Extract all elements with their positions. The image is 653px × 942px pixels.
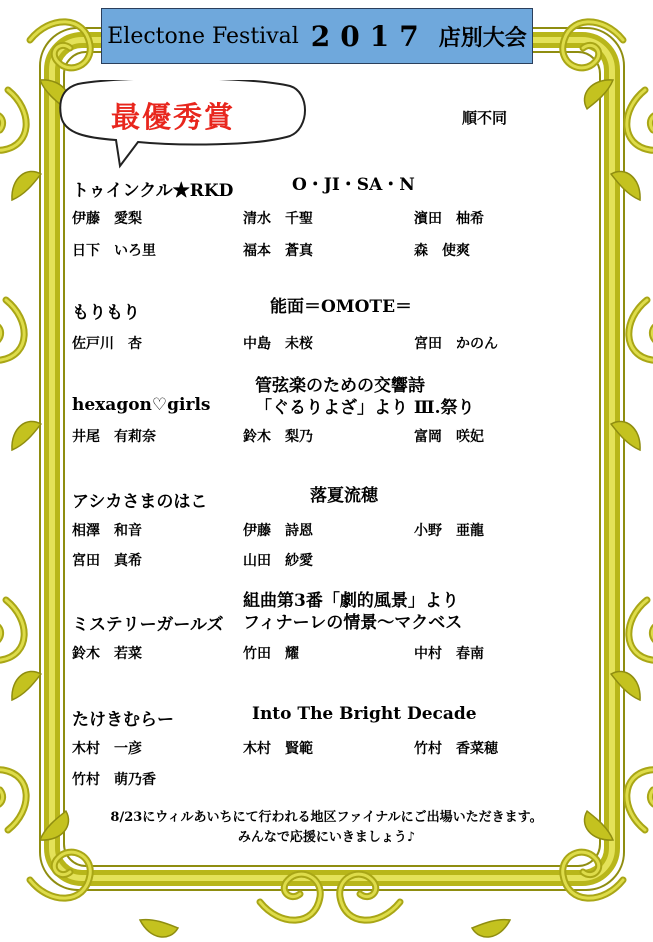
song-title-line: フィナーレの情景～マクベス — [243, 613, 463, 633]
song-title-line: 管弦楽のための交響詩 — [255, 376, 425, 396]
song-title-line: 落夏流穂 — [310, 486, 378, 506]
member-name: 小野 亜龍 — [414, 523, 484, 539]
member-name: 清水 千聖 — [243, 211, 313, 227]
member-name: 佐戸川 杏 — [72, 336, 142, 352]
member-name: 濱田 柚希 — [414, 211, 484, 227]
member-name: 中村 春南 — [414, 646, 484, 662]
member-name: 伊藤 詩恩 — [243, 523, 313, 539]
group-name: たけきむらー — [72, 710, 174, 730]
header-title-en: Electone Festival — [107, 23, 299, 49]
footer-message — [0, 808, 653, 848]
group-name: hexagon♡girls — [72, 395, 211, 415]
group-name: もりもり — [72, 303, 140, 323]
header-banner — [101, 8, 533, 64]
order-note: 順不同 — [462, 109, 508, 127]
member-name: 宮田 真希 — [72, 553, 142, 569]
footer-line-1: 8/23にウィルあいちにて行われる地区ファイナルにご出場いただきます。 — [110, 810, 543, 825]
member-name: 井尾 有莉奈 — [72, 429, 156, 445]
member-name: 竹村 香菜穂 — [414, 741, 498, 757]
member-name: 日下 いろ里 — [72, 243, 156, 259]
song-title — [243, 590, 462, 634]
song-title-line: 「ぐるりよざ」より Ⅲ.祭り — [255, 398, 475, 418]
award-title: 最優秀賞 — [110, 100, 235, 134]
member-name: 伊藤 愛梨 — [72, 211, 142, 227]
member-name: 相澤 和音 — [72, 523, 142, 539]
member-name: 竹田 耀 — [243, 646, 299, 662]
member-name: 山田 紗愛 — [243, 553, 313, 569]
song-title-line: O・JI・SA・N — [292, 175, 415, 195]
header-year: 2017 — [310, 19, 429, 53]
song-title — [252, 703, 477, 725]
member-name: 木村 賢範 — [243, 741, 313, 757]
song-title — [310, 485, 378, 507]
footer-line-2: みんなで応援にいきましょう♪ — [237, 830, 416, 845]
song-title-line: 組曲第3番「劇的風景」より — [243, 591, 459, 611]
song-title — [292, 174, 415, 196]
header-title-jp: 店別大会 — [438, 24, 527, 51]
member-name: 中島 未桜 — [243, 336, 313, 352]
member-name: 福本 蒼真 — [243, 243, 313, 259]
song-title-line: 能面＝OMOTE＝ — [270, 297, 413, 317]
member-name: 富岡 咲妃 — [414, 429, 484, 445]
member-name: 宮田 かのん — [414, 336, 498, 352]
group-name: トゥインクル★RKD — [72, 181, 234, 201]
member-name: 木村 一彦 — [72, 741, 142, 757]
member-name: 竹村 萌乃香 — [72, 772, 156, 788]
group-name: ミステリーガールズ — [72, 615, 224, 635]
member-name: 鈴木 梨乃 — [243, 429, 313, 445]
song-title-line: Into The Bright Decade — [252, 704, 477, 724]
member-name: 森 使爽 — [414, 243, 470, 259]
song-title — [270, 296, 412, 318]
group-name: アシカさまのはこ — [72, 492, 208, 512]
song-title — [255, 375, 475, 419]
member-name: 鈴木 若菜 — [72, 646, 142, 662]
